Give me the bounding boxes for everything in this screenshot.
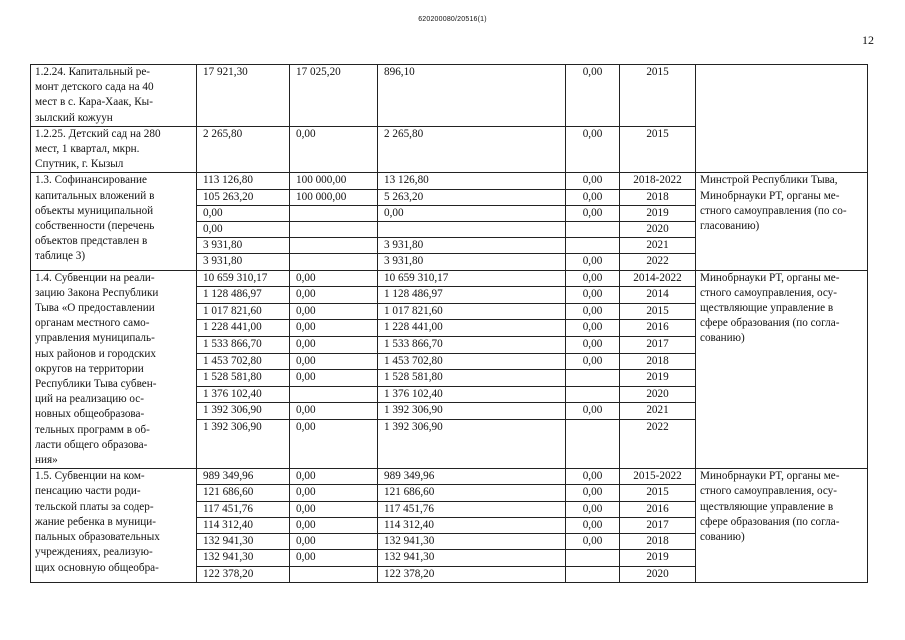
year-cell: 2015: [620, 303, 696, 320]
document-id: 620200080/20516(1): [418, 16, 487, 23]
other-cell: 0,00: [566, 270, 620, 287]
federal-cell: [290, 222, 378, 238]
budget-table: [30, 64, 868, 583]
republic-cell: 117 451,76: [378, 501, 566, 517]
total-cell: 113 126,80: [197, 173, 290, 189]
other-cell: 0,00: [566, 303, 620, 320]
total-cell: 17 921,30: [197, 65, 290, 127]
other-cell: [566, 550, 620, 566]
republic-cell: 1 392 306,90: [378, 419, 566, 468]
other-cell: 0,00: [566, 254, 620, 270]
republic-cell: 1 128 486,97: [378, 287, 566, 304]
total-cell: 121 686,60: [197, 485, 290, 501]
total-cell: 1 392 306,90: [197, 419, 290, 468]
federal-cell: 0,00: [290, 419, 378, 468]
other-cell: 0,00: [566, 189, 620, 205]
other-cell: [566, 419, 620, 468]
row-description: 1.4. Субвенции на реали- зацию Закона Республики Тыва «О предоставлении органам местного само- управления муниципаль- ных районов и городских округов на территории Республики Тыва субвен- ций на реализацию ос- новных общеобразова- тельных программ в об- ласти общего образова- ния»: [31, 270, 197, 469]
year-cell: 2019: [620, 550, 696, 566]
republic-cell: 132 941,30: [378, 550, 566, 566]
responsible-cell: [696, 65, 868, 173]
total-cell: 1 392 306,90: [197, 403, 290, 420]
year-cell: 2017: [620, 517, 696, 533]
year-cell: 2018: [620, 534, 696, 550]
year-cell: 2021: [620, 238, 696, 254]
federal-cell: 100 000,00: [290, 173, 378, 189]
republic-cell: 13 126,80: [378, 173, 566, 189]
year-cell: 2020: [620, 222, 696, 238]
year-cell: 2014-2022: [620, 270, 696, 287]
federal-cell: [290, 386, 378, 403]
other-cell: 0,00: [566, 501, 620, 517]
total-cell: 1 453 702,80: [197, 353, 290, 370]
federal-cell: 0,00: [290, 550, 378, 566]
year-cell: 2016: [620, 501, 696, 517]
federal-cell: 0,00: [290, 469, 378, 485]
other-cell: 0,00: [566, 517, 620, 533]
republic-cell: 0,00: [378, 205, 566, 221]
year-cell: 2015: [620, 126, 696, 173]
republic-cell: 1 376 102,40: [378, 386, 566, 403]
year-cell: 2015: [620, 485, 696, 501]
republic-cell: 1 533 866,70: [378, 337, 566, 354]
year-cell: 2018-2022: [620, 173, 696, 189]
federal-cell: 0,00: [290, 270, 378, 287]
year-cell: 2019: [620, 370, 696, 387]
republic-cell: 1 392 306,90: [378, 403, 566, 420]
year-cell: 2021: [620, 403, 696, 420]
other-cell: 0,00: [566, 205, 620, 221]
total-cell: 989 349,96: [197, 469, 290, 485]
total-cell: 0,00: [197, 205, 290, 221]
total-cell: 117 451,76: [197, 501, 290, 517]
row-description: 1.3. Софинансирование капитальных вложений в объекты муниципальной собственности (перечень объектов представлен в таблице 3): [31, 173, 197, 270]
federal-cell: 0,00: [290, 534, 378, 550]
year-cell: 2014: [620, 287, 696, 304]
other-cell: 0,00: [566, 126, 620, 173]
year-cell: 2022: [620, 419, 696, 468]
year-cell: 2015: [620, 65, 696, 127]
other-cell: 0,00: [566, 173, 620, 189]
other-cell: [566, 222, 620, 238]
total-cell: 122 378,20: [197, 566, 290, 582]
responsible-cell: Минобрнауки РТ, органы ме- стного самоуправления, осу- ществляющие управление в сфере образования (по согла- сованию): [696, 270, 868, 469]
total-cell: 114 312,40: [197, 517, 290, 533]
republic-cell: 114 312,40: [378, 517, 566, 533]
federal-cell: 0,00: [290, 320, 378, 337]
total-cell: 1 017 821,60: [197, 303, 290, 320]
table-row: [31, 270, 868, 287]
year-cell: 2016: [620, 320, 696, 337]
other-cell: [566, 238, 620, 254]
responsible-cell: Минобрнауки РТ, органы ме- стного самоуправления, осу- ществляющие управление в сфере образования (по согла- сованию): [696, 469, 868, 582]
other-cell: 0,00: [566, 534, 620, 550]
federal-cell: 0,00: [290, 353, 378, 370]
page-number: 12: [862, 33, 874, 47]
republic-cell: 1 528 581,80: [378, 370, 566, 387]
year-cell: 2018: [620, 189, 696, 205]
year-cell: 2020: [620, 566, 696, 582]
federal-cell: 0,00: [290, 126, 378, 173]
total-cell: 1 528 581,80: [197, 370, 290, 387]
republic-cell: 10 659 310,17: [378, 270, 566, 287]
total-cell: 0,00: [197, 222, 290, 238]
total-cell: 1 128 486,97: [197, 287, 290, 304]
other-cell: 0,00: [566, 320, 620, 337]
year-cell: 2020: [620, 386, 696, 403]
republic-cell: 989 349,96: [378, 469, 566, 485]
total-cell: 132 941,30: [197, 534, 290, 550]
republic-cell: 3 931,80: [378, 238, 566, 254]
federal-cell: [290, 566, 378, 582]
federal-cell: 100 000,00: [290, 189, 378, 205]
federal-cell: 0,00: [290, 403, 378, 420]
republic-cell: 896,10: [378, 65, 566, 127]
other-cell: [566, 370, 620, 387]
year-cell: 2018: [620, 353, 696, 370]
other-cell: 0,00: [566, 353, 620, 370]
republic-cell: 1 228 441,00: [378, 320, 566, 337]
year-cell: 2022: [620, 254, 696, 270]
federal-cell: [290, 205, 378, 221]
row-description: 1.2.24. Капитальный ре- монт детского сада на 40 мест в с. Кара-Хаак, Кы- зылский кожуун: [31, 65, 197, 127]
other-cell: 0,00: [566, 65, 620, 127]
total-cell: 2 265,80: [197, 126, 290, 173]
table-row: [31, 469, 868, 485]
federal-cell: [290, 254, 378, 270]
total-cell: 105 263,20: [197, 189, 290, 205]
republic-cell: 1 453 702,80: [378, 353, 566, 370]
total-cell: 132 941,30: [197, 550, 290, 566]
federal-cell: 17 025,20: [290, 65, 378, 127]
total-cell: 3 931,80: [197, 238, 290, 254]
other-cell: 0,00: [566, 337, 620, 354]
table-row: [31, 65, 868, 127]
federal-cell: 0,00: [290, 517, 378, 533]
republic-cell: [378, 222, 566, 238]
republic-cell: 121 686,60: [378, 485, 566, 501]
federal-cell: [290, 238, 378, 254]
republic-cell: 132 941,30: [378, 534, 566, 550]
total-cell: 1 228 441,00: [197, 320, 290, 337]
total-cell: 3 931,80: [197, 254, 290, 270]
total-cell: 1 533 866,70: [197, 337, 290, 354]
year-cell: 2015-2022: [620, 469, 696, 485]
table-row: [31, 173, 868, 189]
republic-cell: 3 931,80: [378, 254, 566, 270]
federal-cell: 0,00: [290, 337, 378, 354]
federal-cell: 0,00: [290, 370, 378, 387]
responsible-cell: Минстрой Республики Тыва, Минобрнауки РТ, органы ме- стного самоуправления (по со- гласованию): [696, 173, 868, 270]
federal-cell: 0,00: [290, 485, 378, 501]
other-cell: 0,00: [566, 287, 620, 304]
total-cell: 10 659 310,17: [197, 270, 290, 287]
other-cell: 0,00: [566, 403, 620, 420]
row-description: 1.2.25. Детский сад на 280 мест, 1 квартал, мкрн. Спутник, г. Кызыл: [31, 126, 197, 173]
federal-cell: 0,00: [290, 501, 378, 517]
year-cell: 2019: [620, 205, 696, 221]
year-cell: 2017: [620, 337, 696, 354]
republic-cell: 2 265,80: [378, 126, 566, 173]
other-cell: 0,00: [566, 469, 620, 485]
total-cell: 1 376 102,40: [197, 386, 290, 403]
other-cell: 0,00: [566, 485, 620, 501]
federal-cell: 0,00: [290, 303, 378, 320]
federal-cell: 0,00: [290, 287, 378, 304]
row-description: 1.5. Субвенции на ком- пенсацию части роди- тельской платы за содер- жание ребенка в муници- пальных образовательных учреждениях, реализую- щих основную общеобра-: [31, 469, 197, 582]
other-cell: [566, 386, 620, 403]
republic-cell: 1 017 821,60: [378, 303, 566, 320]
other-cell: [566, 566, 620, 582]
republic-cell: 5 263,20: [378, 189, 566, 205]
republic-cell: 122 378,20: [378, 566, 566, 582]
